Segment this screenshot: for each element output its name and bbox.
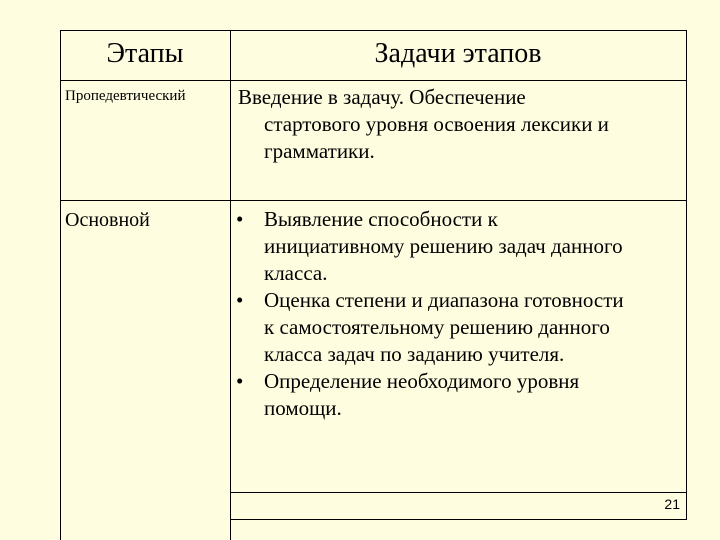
- bullet-line: класса задач по заданию учителя.: [264, 342, 565, 366]
- bullet-line: помощи.: [264, 396, 342, 420]
- footer-bottom-border: [230, 519, 687, 520]
- task-line: Введение в задачу. Обеспечение: [238, 85, 526, 109]
- list-item: [236, 287, 624, 368]
- header-tasks: Задачи этапов: [374, 38, 542, 69]
- table-top-border: [60, 30, 687, 31]
- page-number: 21: [664, 496, 680, 512]
- bullet-line: к самостоятельному решению данного: [264, 315, 610, 339]
- header-stages: Этапы: [106, 38, 184, 69]
- table-column-divider: [230, 30, 231, 540]
- list-item: [236, 206, 624, 287]
- bullet-line: Оценка степени и диапазона готовности: [264, 288, 624, 312]
- task-line: стартового уровня освоения лексики и: [264, 112, 609, 136]
- row-divider: [60, 200, 687, 201]
- header-row-divider: [60, 80, 687, 81]
- task-line: грамматики.: [264, 139, 375, 163]
- task-description-propaedeutic: [238, 84, 609, 165]
- table-left-border: [60, 30, 61, 540]
- table-right-border: [686, 30, 687, 520]
- footer-divider: [230, 492, 687, 493]
- stage-name-main: Основной: [65, 209, 150, 231]
- bullet-icon: •: [236, 288, 244, 312]
- bullet-line: инициативному решению задач данного: [264, 234, 623, 258]
- bullet-line: Определение необходимого уровня: [264, 369, 580, 393]
- bullet-icon: •: [236, 369, 244, 393]
- stage-name-propaedeutic: Пропедевтический: [65, 88, 186, 104]
- bullet-line: Выявление способности к: [264, 207, 498, 231]
- task-bullet-list: [236, 206, 624, 422]
- bullet-icon: •: [236, 207, 244, 231]
- bullet-line: класса.: [264, 261, 328, 285]
- list-item: [236, 368, 624, 422]
